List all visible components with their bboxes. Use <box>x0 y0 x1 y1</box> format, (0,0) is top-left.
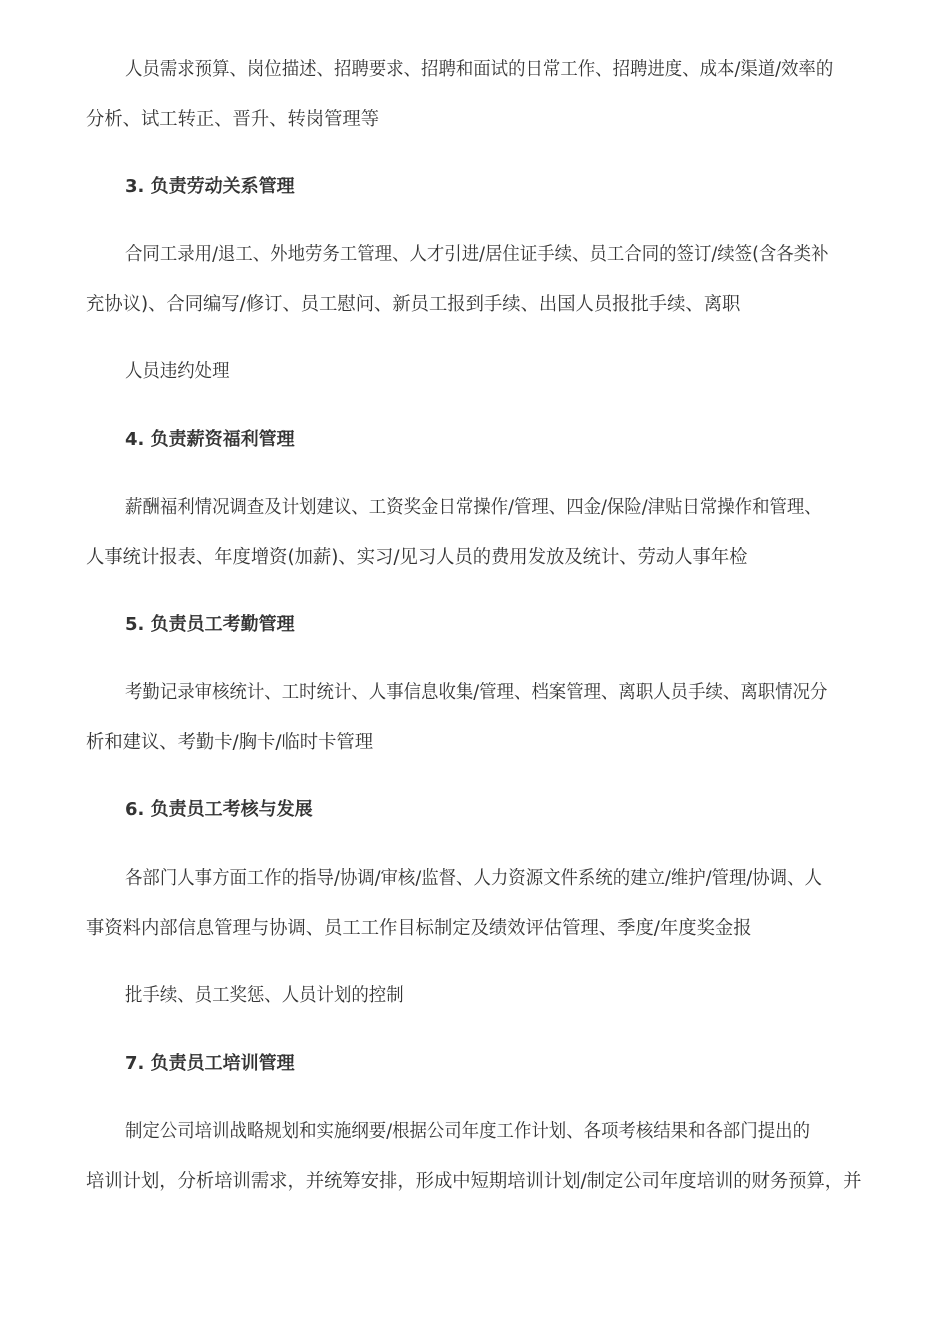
paragraph-line: 培训计划，分析培训需求，并统筹安排，形成中短期培训计划/制定公司年度培训的财务预算，并 <box>86 1171 862 1192</box>
paragraph-line: 事资料内部信息管理与协调、员工工作目标制定及绩效评估管理、季度/年度奖金报 <box>86 918 752 939</box>
paragraph-line: 制定公司培训战略规划和实施纲要/根据公司年度工作计划、各项考核结果和各部门提出的 <box>125 1121 810 1142</box>
paragraph-line: 人员需求预算、岗位描述、招聘要求、招聘和面试的日常工作、招聘进度、成本/渠道/效率的 <box>125 59 834 80</box>
section-heading-compensation: 4. 负责薪资福利管理 <box>125 429 295 450</box>
paragraph-line: 充协议)、合同编写/修订、员工慰问、新员工报到手续、出国人员报批手续、离职 <box>86 294 741 315</box>
paragraph-line: 分析、试工转正、晋升、转岗管理等 <box>86 109 380 130</box>
paragraph-line: 人事统计报表、年度增资(加薪)、实习/见习人员的费用发放及统计、劳动人事年检 <box>86 547 748 568</box>
section-heading-appraisal: 6. 负责员工考核与发展 <box>125 799 313 820</box>
paragraph-line: 薪酬福利情况调查及计划建议、工资奖金日常操作/管理、四金/保险/津贴日常操作和管理、 <box>125 497 822 518</box>
paragraph-line: 人员违约处理 <box>125 361 230 382</box>
paragraph-line: 考勤记录审核统计、工时统计、人事信息收集/管理、档案管理、离职人员手续、离职情况分 <box>125 682 828 703</box>
section-heading-attendance: 5. 负责员工考勤管理 <box>125 614 295 635</box>
paragraph-line: 批手续、员工奖惩、人员计划的控制 <box>125 985 404 1006</box>
paragraph-line: 各部门人事方面工作的指导/协调/审核/监督、人力资源文件系统的建立/维护/管理/协调、人 <box>125 868 822 889</box>
section-heading-training: 7. 负责员工培训管理 <box>125 1053 295 1074</box>
paragraph-line: 合同工录用/退工、外地劳务工管理、人才引进/居住证手续、员工合同的签订/续签(含各类补 <box>125 244 829 265</box>
paragraph-line: 析和建议、考勤卡/胸卡/临时卡管理 <box>86 732 374 753</box>
section-heading-labor-relations: 3. 负责劳动关系管理 <box>125 176 295 197</box>
